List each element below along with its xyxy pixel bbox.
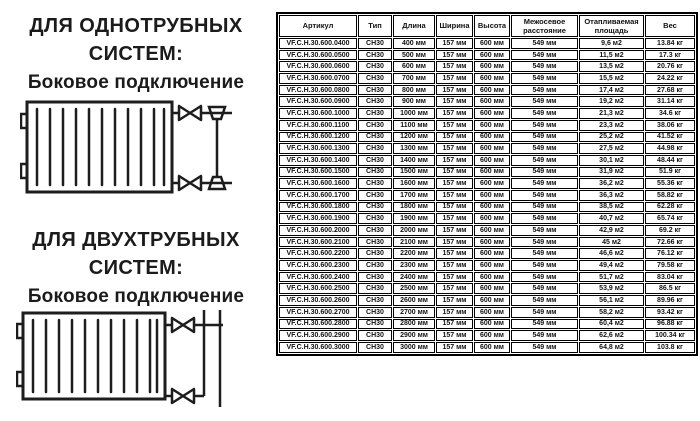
table-cell: 96.88 кг — [645, 319, 695, 330]
valve-icon — [179, 106, 201, 120]
table-cell: 549 мм — [511, 96, 578, 107]
table-cell: 157 мм — [436, 73, 473, 84]
radiator-icon — [21, 102, 172, 192]
table-cell: 46,6 м2 — [579, 248, 644, 259]
table-cell: VF.C.H.30.600.2100 — [279, 237, 357, 248]
table-cell: 49,4 м2 — [579, 260, 644, 271]
table-cell: CH30 — [358, 190, 392, 201]
table-cell: CH30 — [358, 73, 392, 84]
table-row — [279, 283, 695, 294]
table-cell: CH30 — [358, 272, 392, 283]
table-cell: 58.82 кг — [645, 190, 695, 201]
table-cell: 549 мм — [511, 190, 578, 201]
table-cell: 1400 мм — [393, 155, 435, 166]
column-header: Тип — [358, 15, 392, 37]
table-cell: 157 мм — [436, 237, 473, 248]
table-cell: 44.98 кг — [645, 143, 695, 154]
table-cell: 19,2 м2 — [579, 96, 644, 107]
table-cell: 500 мм — [393, 50, 435, 61]
table-cell: 2000 мм — [393, 225, 435, 236]
table-cell: 2300 мм — [393, 260, 435, 271]
table-cell: 79.58 кг — [645, 260, 695, 271]
table-cell: 100.34 кг — [645, 330, 695, 341]
table-cell: 600 мм — [474, 120, 510, 131]
subtitle-side-connection-1: Боковое подключение — [27, 72, 245, 93]
table-cell: CH30 — [358, 96, 392, 107]
table-cell: 600 мм — [474, 38, 510, 49]
table-row — [279, 295, 695, 306]
table-cell: 1600 мм — [393, 178, 435, 189]
section-title-one-pipe — [0, 12, 272, 68]
table-cell: 600 мм — [474, 167, 510, 178]
table-cell: 549 мм — [511, 85, 578, 96]
table-cell: 1700 мм — [393, 190, 435, 201]
table-cell: 93.42 кг — [645, 307, 695, 318]
column-header: Длина — [393, 15, 435, 37]
table-cell: 549 мм — [511, 155, 578, 166]
table-cell: 157 мм — [436, 120, 473, 131]
table-cell: 549 мм — [511, 248, 578, 259]
table-cell: 157 мм — [436, 190, 473, 201]
table-cell: 42,9 м2 — [579, 225, 644, 236]
table-cell: VF.C.H.30.600.3000 — [279, 342, 357, 353]
table-cell: 25,2 м2 — [579, 132, 644, 143]
table-cell: 600 мм — [474, 248, 510, 259]
table-cell: 600 мм — [474, 283, 510, 294]
table-cell: 157 мм — [436, 132, 473, 143]
table-cell: 36,3 м2 — [579, 190, 644, 201]
table-cell: 27.68 кг — [645, 85, 695, 96]
table-cell: 600 мм — [474, 272, 510, 283]
table-row — [279, 132, 695, 143]
table-cell: 60,4 м2 — [579, 319, 644, 330]
table-cell: VF.C.H.30.600.2500 — [279, 283, 357, 294]
table-cell: CH30 — [358, 295, 392, 306]
table-header-row — [279, 15, 695, 37]
table-row — [279, 213, 695, 224]
table-cell: 27,5 м2 — [579, 143, 644, 154]
column-header: Высота — [474, 15, 510, 37]
table-row — [279, 307, 695, 318]
table-cell: 549 мм — [511, 132, 578, 143]
table-cell: VF.C.H.30.600.2000 — [279, 225, 357, 236]
table-cell: CH30 — [358, 307, 392, 318]
table-cell: 157 мм — [436, 319, 473, 330]
valve-icon — [179, 176, 201, 190]
table-cell: 549 мм — [511, 283, 578, 294]
table-cell: 600 мм — [474, 73, 510, 84]
table-row — [279, 248, 695, 259]
table-cell: 2200 мм — [393, 248, 435, 259]
table-cell: 1500 мм — [393, 167, 435, 178]
table-row — [279, 342, 695, 353]
table-cell: VF.C.H.30.600.2900 — [279, 330, 357, 341]
table-cell: 157 мм — [436, 330, 473, 341]
table-cell: 157 мм — [436, 283, 473, 294]
valve-icon — [172, 389, 194, 403]
table-cell: CH30 — [358, 283, 392, 294]
radiator-icon — [17, 313, 165, 399]
table-cell: 2400 мм — [393, 272, 435, 283]
table-cell: VF.C.H.30.600.0500 — [279, 50, 357, 61]
table-cell: 157 мм — [436, 202, 473, 213]
table-cell: CH30 — [358, 225, 392, 236]
table-cell: 40,7 м2 — [579, 213, 644, 224]
table-cell: CH30 — [358, 237, 392, 248]
section-title-line2: СИСТЕМ: — [88, 43, 184, 65]
table-cell: 2600 мм — [393, 295, 435, 306]
table-cell: CH30 — [358, 61, 392, 72]
table-cell: 36,2 м2 — [579, 178, 644, 189]
section-title-line2: СИСТЕМ: — [88, 257, 184, 279]
table-cell: 549 мм — [511, 342, 578, 353]
table-cell: 51,7 м2 — [579, 272, 644, 283]
table-cell: VF.C.H.30.600.1000 — [279, 108, 357, 119]
table-cell: VF.C.H.30.600.0400 — [279, 38, 357, 49]
table-cell: 800 мм — [393, 85, 435, 96]
table-cell: 549 мм — [511, 120, 578, 131]
table-row — [279, 178, 695, 189]
table-cell: 157 мм — [436, 178, 473, 189]
table-cell: 549 мм — [511, 330, 578, 341]
table-cell: 38,5 м2 — [579, 202, 644, 213]
table-row — [279, 108, 695, 119]
table-cell: 157 мм — [436, 61, 473, 72]
table-cell: 2800 мм — [393, 319, 435, 330]
table-cell: 9,6 м2 — [579, 38, 644, 49]
table-cell: 600 мм — [474, 213, 510, 224]
table-cell: VF.C.H.30.600.0700 — [279, 73, 357, 84]
table-cell: 157 мм — [436, 248, 473, 259]
table-cell: 549 мм — [511, 225, 578, 236]
table-cell: VF.C.H.30.600.0900 — [279, 96, 357, 107]
table-cell: VF.C.H.30.600.2600 — [279, 295, 357, 306]
table-cell: 600 мм — [474, 319, 510, 330]
table-cell: CH30 — [358, 202, 392, 213]
table-row — [279, 85, 695, 96]
table-cell: 38.06 кг — [645, 120, 695, 131]
table-cell: 600 мм — [474, 96, 510, 107]
table-cell: CH30 — [358, 155, 392, 166]
table-cell: 2700 мм — [393, 307, 435, 318]
table-cell: 600 мм — [474, 202, 510, 213]
table-cell: 72.66 кг — [645, 237, 695, 248]
table-cell: 89.96 кг — [645, 295, 695, 306]
table-cell: VF.C.H.30.600.0600 — [279, 61, 357, 72]
table-cell: CH30 — [358, 143, 392, 154]
table-cell: 86.5 кг — [645, 283, 695, 294]
table-cell: 58,2 м2 — [579, 307, 644, 318]
table-cell: VF.C.H.30.600.1400 — [279, 155, 357, 166]
table-cell: 600 мм — [474, 155, 510, 166]
table-cell: 53,9 м2 — [579, 283, 644, 294]
one-pipe-piping — [172, 106, 232, 190]
column-header: Отапливаемая площадь — [579, 15, 644, 37]
table-body — [279, 38, 695, 353]
table-cell: 30,1 м2 — [579, 155, 644, 166]
table-cell: 157 мм — [436, 342, 473, 353]
table-cell: VF.C.H.30.600.1200 — [279, 132, 357, 143]
spec-table — [276, 12, 698, 356]
table-cell: VF.C.H.30.600.1300 — [279, 143, 357, 154]
table-cell: 157 мм — [436, 307, 473, 318]
table-cell: 549 мм — [511, 202, 578, 213]
section-title-line1: ДЛЯ ОДНОТРУБНЫХ — [29, 15, 243, 37]
table-cell: 2900 мм — [393, 330, 435, 341]
table-cell: 157 мм — [436, 260, 473, 271]
table-cell: 13,5 м2 — [579, 61, 644, 72]
table-row — [279, 120, 695, 131]
table-cell: 549 мм — [511, 143, 578, 154]
table-cell: 1200 мм — [393, 132, 435, 143]
table-row — [279, 143, 695, 154]
table-cell: 83.04 кг — [645, 272, 695, 283]
table-cell: 549 мм — [511, 295, 578, 306]
table-cell: VF.C.H.30.600.1100 — [279, 120, 357, 131]
table-cell: 76.12 кг — [645, 248, 695, 259]
table-cell: 157 мм — [436, 213, 473, 224]
table-cell: 20.76 кг — [645, 61, 695, 72]
column-header: Артикул — [279, 15, 357, 37]
table-cell: 600 мм — [474, 342, 510, 353]
table-row — [279, 260, 695, 271]
table-cell: 600 мм — [474, 295, 510, 306]
table-cell: 24.22 кг — [645, 73, 695, 84]
table-cell: CH30 — [358, 85, 392, 96]
table-cell: VF.C.H.30.600.2400 — [279, 272, 357, 283]
table-cell: CH30 — [358, 342, 392, 353]
table-cell: VF.C.H.30.600.1800 — [279, 202, 357, 213]
table-cell: 600 мм — [474, 143, 510, 154]
table-cell: 600 мм — [474, 178, 510, 189]
table-row — [279, 330, 695, 341]
table-cell: CH30 — [358, 178, 392, 189]
table-row — [279, 50, 695, 61]
table-cell: VF.C.H.30.600.1700 — [279, 190, 357, 201]
table-cell: 15,5 м2 — [579, 73, 644, 84]
table-row — [279, 225, 695, 236]
table-cell: 600 мм — [474, 225, 510, 236]
table-cell: 549 мм — [511, 260, 578, 271]
table-cell: 700 мм — [393, 73, 435, 84]
table-cell: 31.14 кг — [645, 96, 695, 107]
table-row — [279, 237, 695, 248]
table-cell: 56,1 м2 — [579, 295, 644, 306]
table-row — [279, 155, 695, 166]
table-cell: 157 мм — [436, 85, 473, 96]
table-cell: 600 мм — [474, 85, 510, 96]
table-cell: CH30 — [358, 213, 392, 224]
table-cell: 600 мм — [474, 50, 510, 61]
table-cell: 549 мм — [511, 213, 578, 224]
table-row — [279, 38, 695, 49]
table-cell: 157 мм — [436, 155, 473, 166]
table-cell: 1800 мм — [393, 202, 435, 213]
table-cell: CH30 — [358, 132, 392, 143]
table-cell: 1900 мм — [393, 213, 435, 224]
table-cell: 600 мм — [474, 260, 510, 271]
table-cell: 157 мм — [436, 295, 473, 306]
table-cell: 13.84 кг — [645, 38, 695, 49]
table-cell: 600 мм — [474, 237, 510, 248]
table-cell: 31,9 м2 — [579, 167, 644, 178]
table-cell: 103.8 кг — [645, 342, 695, 353]
table-cell: 69.2 кг — [645, 225, 695, 236]
table-cell: 549 мм — [511, 319, 578, 330]
table-cell: 600 мм — [474, 61, 510, 72]
table-cell: VF.C.H.30.600.2200 — [279, 248, 357, 259]
table-cell: 62.28 кг — [645, 202, 695, 213]
table-cell: 17,4 м2 — [579, 85, 644, 96]
table-cell: 600 мм — [393, 61, 435, 72]
table-cell: 48.44 кг — [645, 155, 695, 166]
table-cell: 157 мм — [436, 96, 473, 107]
column-header: Вес — [645, 15, 695, 37]
table-row — [279, 319, 695, 330]
table-cell: VF.C.H.30.600.0800 — [279, 85, 357, 96]
table-cell: 3000 мм — [393, 342, 435, 353]
table-cell: 549 мм — [511, 38, 578, 49]
table-cell: 17.3 кг — [645, 50, 695, 61]
table-cell: 2100 мм — [393, 237, 435, 248]
table-cell: 1300 мм — [393, 143, 435, 154]
table-cell: 549 мм — [511, 108, 578, 119]
table-cell: VF.C.H.30.600.1500 — [279, 167, 357, 178]
table-cell: 11,5 м2 — [579, 50, 644, 61]
valve-icon — [172, 318, 194, 332]
table-cell: 2500 мм — [393, 283, 435, 294]
table-cell: 400 мм — [393, 38, 435, 49]
two-pipe-piping — [165, 310, 223, 407]
table-cell: 157 мм — [436, 225, 473, 236]
column-header: Межосевое расстояние — [511, 15, 578, 37]
table-cell: VF.C.H.30.600.2700 — [279, 307, 357, 318]
diagrams-panel — [0, 0, 272, 421]
table-cell: 55.36 кг — [645, 178, 695, 189]
table-cell: CH30 — [358, 108, 392, 119]
table-cell: 45 м2 — [579, 237, 644, 248]
table-cell: VF.C.H.30.600.1600 — [279, 178, 357, 189]
table-cell: 1100 мм — [393, 120, 435, 131]
table-cell: 1000 мм — [393, 108, 435, 119]
table-cell: CH30 — [358, 260, 392, 271]
table-row — [279, 202, 695, 213]
two-pipe-diagram — [16, 308, 229, 408]
subtitle-side-connection-2: Боковое подключение — [27, 286, 245, 307]
section-title-line1: ДЛЯ ДВУХТРУБНЫХ — [32, 229, 240, 251]
table-cell: 157 мм — [436, 272, 473, 283]
table-cell: 62,6 м2 — [579, 330, 644, 341]
table-row — [279, 190, 695, 201]
table-cell: 21,3 м2 — [579, 108, 644, 119]
table-cell: 157 мм — [436, 143, 473, 154]
table-cell: CH30 — [358, 38, 392, 49]
table-cell: 157 мм — [436, 108, 473, 119]
table-cell: 34.6 кг — [645, 108, 695, 119]
table-cell: 549 мм — [511, 61, 578, 72]
table-cell: 549 мм — [511, 307, 578, 318]
table-cell: 65.74 кг — [645, 213, 695, 224]
table-cell: 157 мм — [436, 50, 473, 61]
column-header: Ширина — [436, 15, 473, 37]
table-cell: 23,3 м2 — [579, 120, 644, 131]
section-title-two-pipe — [0, 226, 272, 282]
table-cell: CH30 — [358, 50, 392, 61]
table-cell: VF.C.H.30.600.1900 — [279, 213, 357, 224]
table-cell: CH30 — [358, 319, 392, 330]
table-row — [279, 96, 695, 107]
table-cell: 549 мм — [511, 237, 578, 248]
table-cell: CH30 — [358, 248, 392, 259]
table-cell: 600 мм — [474, 108, 510, 119]
spec-table-container — [276, 12, 694, 356]
table-cell: 600 мм — [474, 330, 510, 341]
table-row — [279, 73, 695, 84]
table-cell: CH30 — [358, 167, 392, 178]
table-cell: 600 мм — [474, 132, 510, 143]
table-cell: CH30 — [358, 120, 392, 131]
table-row — [279, 272, 695, 283]
table-row — [279, 61, 695, 72]
table-cell: 549 мм — [511, 167, 578, 178]
table-cell: 900 мм — [393, 96, 435, 107]
table-cell: 549 мм — [511, 178, 578, 189]
table-cell: VF.C.H.30.600.2800 — [279, 319, 357, 330]
table-cell: VF.C.H.30.600.2300 — [279, 260, 357, 271]
table-cell: 157 мм — [436, 167, 473, 178]
table-cell: 41.52 кг — [645, 132, 695, 143]
table-cell: 600 мм — [474, 190, 510, 201]
table-cell: 51.9 кг — [645, 167, 695, 178]
table-cell: 549 мм — [511, 73, 578, 84]
table-cell: 549 мм — [511, 272, 578, 283]
table-row — [279, 167, 695, 178]
table-cell: 600 мм — [474, 307, 510, 318]
table-cell: 157 мм — [436, 38, 473, 49]
table-cell: 64,8 м2 — [579, 342, 644, 353]
table-cell: 549 мм — [511, 50, 578, 61]
one-pipe-diagram — [20, 99, 233, 196]
table-cell: CH30 — [358, 330, 392, 341]
